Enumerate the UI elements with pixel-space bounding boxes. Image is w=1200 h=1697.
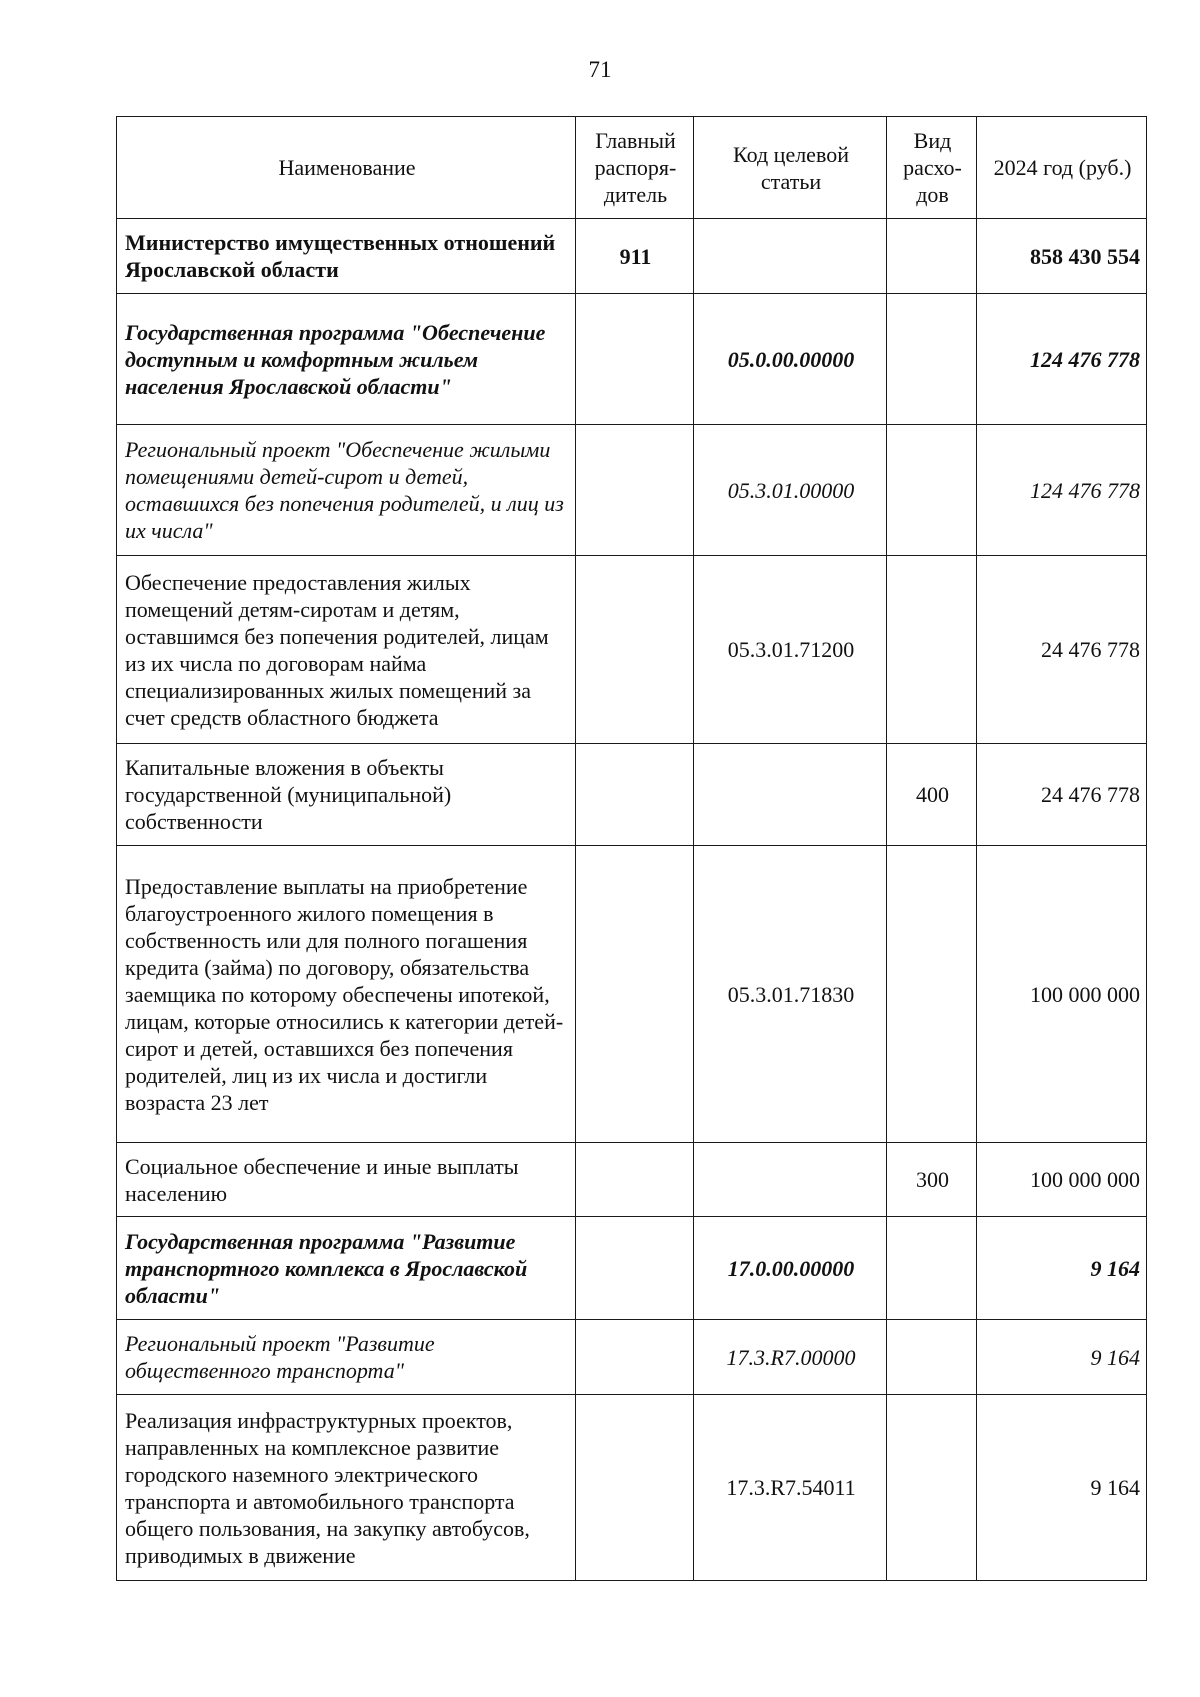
header-name: Наименование — [117, 117, 576, 219]
row-expense-type — [887, 1320, 977, 1395]
budget-table — [116, 116, 1147, 1581]
row-target-code: 05.0.00.00000 — [694, 294, 887, 425]
row-name: Капитальные вложения в объекты государственной (муниципальной) собственности — [117, 744, 576, 846]
table-row — [117, 1320, 1147, 1395]
row-main-manager — [576, 1217, 694, 1320]
page-number: 71 — [588, 57, 612, 82]
table-row — [117, 846, 1147, 1143]
row-target-code — [694, 219, 887, 294]
row-amount: 9 164 — [977, 1320, 1147, 1395]
row-amount: 124 476 778 — [977, 294, 1147, 425]
table-row — [117, 294, 1147, 425]
row-target-code — [694, 744, 887, 846]
row-main-manager: 911 — [576, 219, 694, 294]
row-name: Региональный проект "Развитие общественного транспорта" — [117, 1320, 576, 1395]
row-main-manager — [576, 1395, 694, 1581]
row-main-manager — [576, 1143, 694, 1217]
table-header-row — [117, 117, 1147, 219]
header-expense-type: Вид расхо-дов — [887, 117, 977, 219]
table-row — [117, 556, 1147, 744]
row-main-manager — [576, 744, 694, 846]
row-target-code: 05.3.01.00000 — [694, 425, 887, 556]
row-amount: 100 000 000 — [977, 846, 1147, 1143]
row-amount: 124 476 778 — [977, 425, 1147, 556]
row-main-manager — [576, 1320, 694, 1395]
row-target-code — [694, 1143, 887, 1217]
row-name: Министерство имущественных отношений Ярославской области — [117, 219, 576, 294]
table-row — [117, 1217, 1147, 1320]
header-year-amount: 2024 год (руб.) — [977, 117, 1147, 219]
row-expense-type — [887, 846, 977, 1143]
header-main-manager: Главный распоря-дитель — [576, 117, 694, 219]
row-name: Региональный проект "Обеспечение жилыми помещениями детей-сирот и детей, оставшихся без попечения родителей, и лиц из их числа" — [117, 425, 576, 556]
row-main-manager — [576, 556, 694, 744]
table-row — [117, 744, 1147, 846]
row-name: Государственная программа "Обеспечение доступным и комфортным жильем населения Ярославской области" — [117, 294, 576, 425]
row-target-code: 17.0.00.00000 — [694, 1217, 887, 1320]
row-name: Обеспечение предоставления жилых помещений детям-сиротам и детям, оставшимся без попечения родителей, лицам из их числа по договорам найма специализированных жилых помещений за счет средств областного бюджета — [117, 556, 576, 744]
row-main-manager — [576, 846, 694, 1143]
row-expense-type — [887, 219, 977, 294]
row-amount: 858 430 554 — [977, 219, 1147, 294]
row-expense-type — [887, 425, 977, 556]
row-name: Реализация инфраструктурных проектов, направленных на комплексное развитие городского наземного электрического транспорта и автомобильного транспорта общего пользования, на закупку автобусов, приводимых в движение — [117, 1395, 576, 1581]
row-name: Государственная программа "Развитие транспортного комплекса в Ярославской области" — [117, 1217, 576, 1320]
row-expense-type — [887, 1395, 977, 1581]
row-amount: 24 476 778 — [977, 744, 1147, 846]
row-target-code: 17.3.R7.00000 — [694, 1320, 887, 1395]
row-name: Предоставление выплаты на приобретение благоустроенного жилого помещения в собственность или для полного погашения кредита (займа) по договору, обязательства заемщика по которому обеспечены ипотекой, лицам, которые относились к категории детей-сирот и детей, оставшихся без попечения родителей, лиц из их числа и достигли возраста 23 лет — [117, 846, 576, 1143]
row-expense-type — [887, 294, 977, 425]
table-row — [117, 1143, 1147, 1217]
row-amount: 9 164 — [977, 1217, 1147, 1320]
row-name: Социальное обеспечение и иные выплаты населению — [117, 1143, 576, 1217]
row-target-code: 05.3.01.71200 — [694, 556, 887, 744]
row-amount: 24 476 778 — [977, 556, 1147, 744]
header-target-code: Код целевой статьи — [694, 117, 887, 219]
row-target-code: 17.3.R7.54011 — [694, 1395, 887, 1581]
row-expense-type: 300 — [887, 1143, 977, 1217]
table-row — [117, 425, 1147, 556]
row-expense-type — [887, 556, 977, 744]
row-expense-type: 400 — [887, 744, 977, 846]
row-main-manager — [576, 425, 694, 556]
row-amount: 9 164 — [977, 1395, 1147, 1581]
table-row — [117, 1395, 1147, 1581]
row-amount: 100 000 000 — [977, 1143, 1147, 1217]
row-expense-type — [887, 1217, 977, 1320]
table-row — [117, 219, 1147, 294]
row-target-code: 05.3.01.71830 — [694, 846, 887, 1143]
row-main-manager — [576, 294, 694, 425]
